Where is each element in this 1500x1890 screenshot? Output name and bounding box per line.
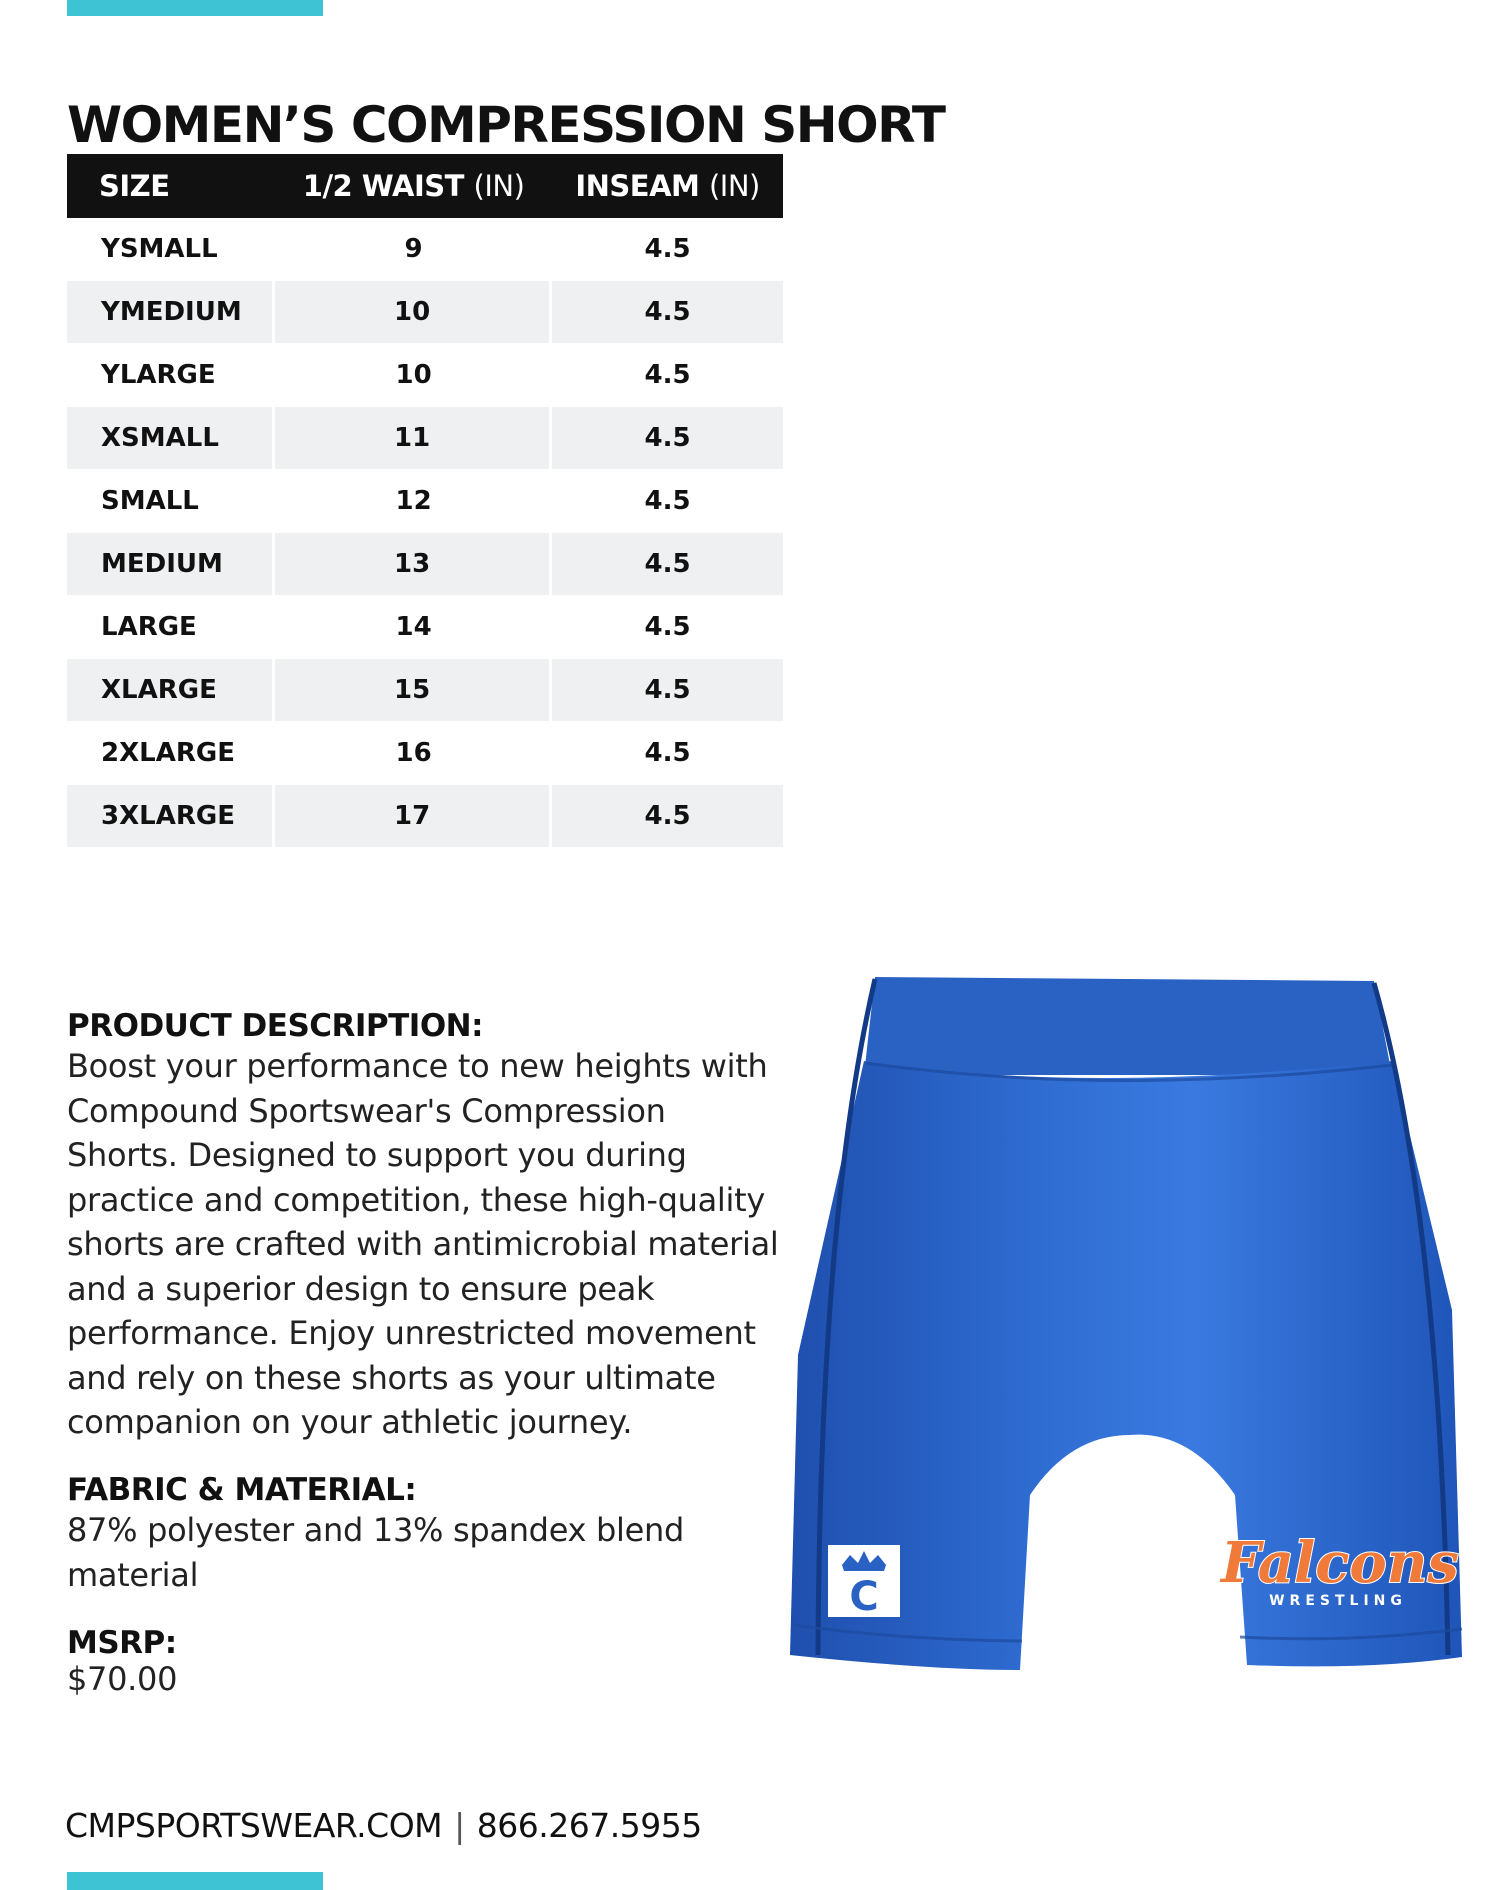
inseam-cell: 4.5 (552, 533, 783, 596)
waist-cell: 9 (275, 218, 552, 281)
size-cell: MEDIUM (67, 533, 275, 596)
size-cell: LARGE (67, 596, 275, 659)
waist-cell: 14 (275, 596, 552, 659)
fabric-material-section (67, 1472, 787, 1597)
inseam-cell: 4.5 (552, 596, 783, 659)
msrp-heading: MSRP: (67, 1625, 177, 1661)
msrp-price: $70.00 (67, 1660, 178, 1698)
waist-cell: 10 (275, 344, 552, 407)
svg-text:C: C (849, 1574, 879, 1620)
crown-c-logo-icon (828, 1545, 900, 1620)
fabric-heading: FABRIC & MATERIAL: (67, 1472, 417, 1508)
product-description-section (67, 1008, 787, 1445)
table-row (67, 407, 783, 470)
size-cell: YSMALL (67, 218, 275, 281)
top-accent-bar (67, 0, 323, 16)
page-title: WOMEN’S COMPRESSION SHORT (67, 95, 945, 154)
inseam-cell: 4.5 (552, 281, 783, 344)
waist-cell: 16 (275, 722, 552, 785)
shorts-waistband (864, 977, 1392, 1075)
size-cell: XSMALL (67, 407, 275, 470)
waist-cell: 13 (275, 533, 552, 596)
size-cell: 2XLARGE (67, 722, 275, 785)
product-description-text: Boost your performance to new heights with Compound Sportswear's Compression Shorts. Designed to support you during practice and competition, these high-quality shorts are crafted with antimicrobial material and a superior design to ensure peak performance. Enjoy unrestricted movement and rely on these shorts as your ultimate companion on your athletic journey. (67, 1047, 779, 1441)
inseam-cell: 4.5 (552, 785, 783, 848)
size-cell: 3XLARGE (67, 785, 275, 848)
footer-phone[interactable]: 866.267.5955 (476, 1806, 702, 1845)
header-size: SIZE (67, 154, 275, 218)
table-header-row (67, 154, 783, 218)
header-waist: 1/2 WAIST (IN) (275, 154, 552, 218)
inseam-cell: 4.5 (552, 344, 783, 407)
product-image-shorts (780, 965, 1480, 1685)
product-description-heading: PRODUCT DESCRIPTION: (67, 1008, 484, 1044)
svg-text:WRESTLING: WRESTLING (1269, 1593, 1407, 1609)
table-row (67, 596, 783, 659)
header-inseam: INSEAM (IN) (552, 154, 783, 218)
size-cell: SMALL (67, 470, 275, 533)
size-chart-table (67, 154, 783, 848)
footer-website-link[interactable]: CMPSPORTSWEAR.COM (65, 1806, 443, 1845)
inseam-cell: 4.5 (552, 722, 783, 785)
waist-cell: 12 (275, 470, 552, 533)
waist-cell: 11 (275, 407, 552, 470)
fabric-text: 87% polyester and 13% spandex blend material (67, 1511, 685, 1594)
inseam-cell: 4.5 (552, 407, 783, 470)
footer-separator: | (454, 1806, 465, 1845)
svg-text:Falcons: Falcons (1221, 1530, 1459, 1596)
inseam-cell: 4.5 (552, 218, 783, 281)
inseam-cell: 4.5 (552, 659, 783, 722)
bottom-accent-bar (67, 1872, 323, 1890)
inseam-cell: 4.5 (552, 470, 783, 533)
size-cell: XLARGE (67, 659, 275, 722)
waist-cell: 17 (275, 785, 552, 848)
size-cell: YMEDIUM (67, 281, 275, 344)
table-row (67, 533, 783, 596)
table-row (67, 722, 783, 785)
size-cell: YLARGE (67, 344, 275, 407)
waist-cell: 15 (275, 659, 552, 722)
table-row (67, 470, 783, 533)
table-row (67, 659, 783, 722)
table-row (67, 344, 783, 407)
table-row (67, 281, 783, 344)
waist-cell: 10 (275, 281, 552, 344)
footer-contact (65, 1806, 702, 1845)
table-row (67, 218, 783, 281)
msrp-section (67, 1625, 787, 1697)
table-row (67, 785, 783, 848)
